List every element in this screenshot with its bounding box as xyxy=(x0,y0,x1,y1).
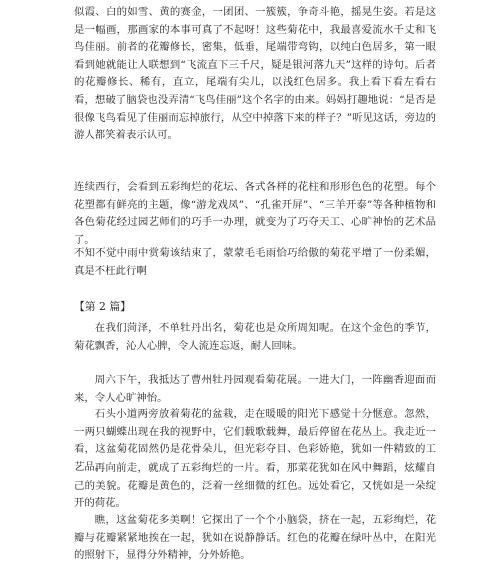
paragraph-stone-path: 石头小道两旁放着菊花的盆栽，走在暖暖的阳光下感觉十分惬意。忽然，一两只蝴蝶出现在我的视野中，它们载歌载舞，最后停留在花丛上。我走近一看，这盆菊花固然仍是花骨朵儿，但光彩夺目、色彩娇艳，犹如一件精致的工艺品。 xyxy=(74,408,436,473)
paragraph-beautiful-pot: 瞧，这盆菊花多美啊！它探出了一个个小脑袋，挤在一起，五彩绚烂，花瓣与花瓣紧紧地挨在一起，犹如在说静静话。红色的花瓣在绿叶丛中，在阳光的照射下，显得分外精神，分外娇艳。 xyxy=(74,514,436,562)
paragraph-conclusion: 不知不觉中雨中赏菊该结束了，蒙蒙毛毛雨恰巧给傲的菊花平增了一份柔媚，真是不枉此行啊 xyxy=(74,247,436,277)
paragraph-heze-intro: 在我们菏泽，不单牡丹出名，菊花也是众所周知呢。在这个金色的季节，菊花飘香，沁人心脾，令人流连忘返，耐人回味。 xyxy=(74,322,436,352)
paragraph-chrysanthemum-varieties: 似霞、白的如雪、黄的赛金，一团团、一簇簇，争奇斗艳，摇晃生姿。若是这是一幅画，那画家的本事可真了不起呀！这些菊花中，我最喜爱流水千丈和飞鸟佳丽。前者的花瓣修长，密集，低垂，尾端带弯钩，以纯白色居多，第一眼看到她就能让人联想到“飞流直下三千尺，疑是银河落九天”这样的诗句。后者的花瓣修长、稀有，直立，尾端有尖儿，以浅红色居多。我上看下看左看右看，想破了脑袋也没弄清“飞鸟佳丽”这个名字的由来。妈妈打趣地说：“是否是很像飞鸟看见了佳丽而忘掉旅行，从空中掉落下来的样子？”听见这话，旁边的游人都笑着表示认可。 xyxy=(74,6,436,142)
section-heading: 【第 2 篇】 xyxy=(74,300,131,313)
paragraph-colorful-area: 再向前走，就成了五彩绚烂的一片。看，那菜花犹如在风中舞蹈，炫耀自己的美貌。花瓣是黄色的，泛着一丝细微的红色。远处看它，又恍如是一朵绽开的荷花。 xyxy=(74,462,436,510)
paragraph-saturday-visit: 周六下午，我抵达了曹州牡丹园观看菊花展。一进大门，一阵幽香迎面而来，令人心旷神怡。 xyxy=(74,374,436,404)
paragraph-flower-sculptures: 连续西行，会看到五彩绚烂的花坛、各式各样的花柱和形形色色的花塑。每个花塑都有鲜亮的主题，像“游龙戏凤”、“孔雀开屏”、“三羊开泰”等各种植物和各色菊花经过园艺师们的巧手一办理，就变为了巧夺天工、心旷神怡的艺术品了。 xyxy=(74,181,436,246)
